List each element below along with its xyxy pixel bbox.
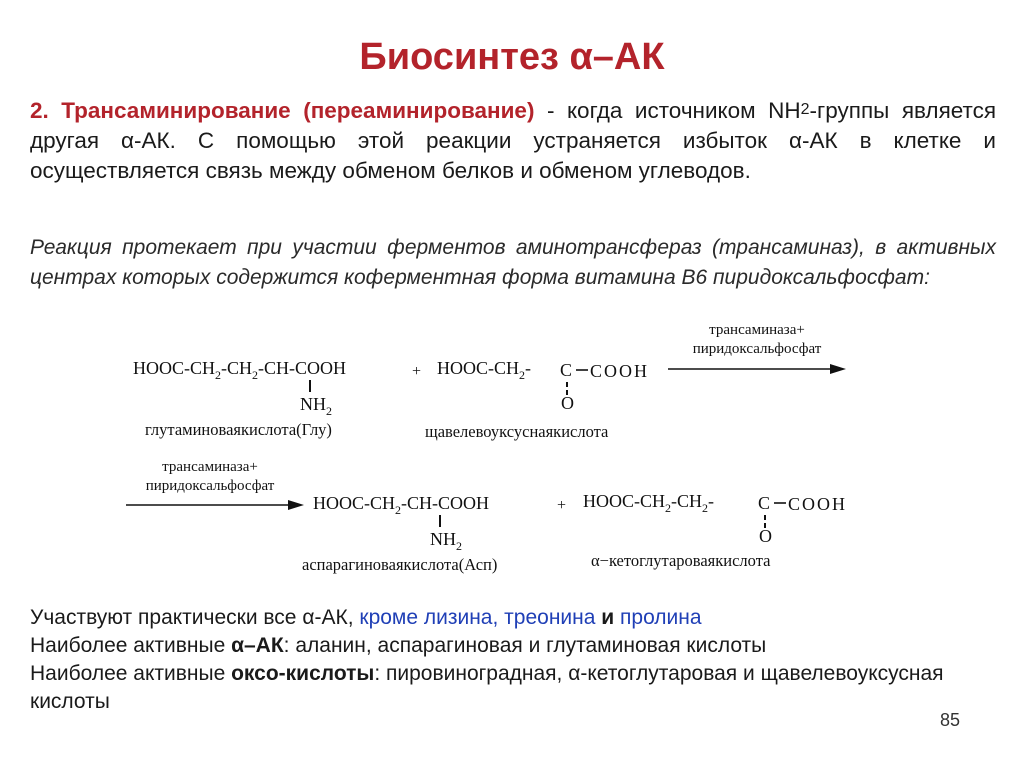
summary-3-text: Наиболее активные	[30, 662, 232, 685]
plus-sign-1: +	[412, 363, 422, 380]
intro-text-b: -группы является другая α-АК. С помощью этой реакции устраняется избыток α-АК в клетке и осуществляется связь между обменом белков и обменом углеводов.	[30, 98, 996, 183]
glutamate-formula: HOOC-$CH_2-CH_2-CH$-COOH	[133, 358, 347, 382]
oxaloacetate-cooh: COOH	[590, 361, 650, 381]
page-number: 85	[939, 710, 960, 730]
ketoglutarate-name: α−кетоглутароваякислота	[591, 551, 771, 570]
summary-line-2	[30, 632, 1000, 660]
slide-title: Биосинтез α–АК	[359, 36, 665, 78]
aspartate-name: аспарагиноваякислота(Асп)	[302, 555, 498, 574]
intro-text-a: - когда источником NH	[534, 98, 801, 123]
summary-2-text: Наиболее активные	[30, 634, 232, 657]
plus-sign-2: +	[557, 497, 567, 514]
glutamate-amine: $NH_2$	[300, 394, 332, 418]
intro-nh-subscript: 2	[800, 101, 810, 118]
summary-block	[30, 604, 1000, 716]
oxaloacetate-formula: HOOC-$CH_2-$	[437, 358, 532, 382]
summary-3-bold: оксо-кислоты	[231, 662, 375, 685]
summary-1-and: и	[595, 606, 621, 629]
glutamate-name: глутаминоваякислота(Глу)	[145, 420, 332, 439]
ketoglutarate-formula: HOOC-$CH_2-CH_2-$	[583, 491, 715, 515]
summary-3-rest: : пировиноградная, α-кетоглутаровая и щавелевоуксусная кислоты	[30, 662, 944, 713]
arrow1-label-cofactor: пиридоксальфосфат	[692, 341, 822, 357]
summary-line-3	[30, 660, 1000, 716]
summary-1-text: Участвуют практически все α-АК,	[30, 606, 360, 629]
summary-2-rest: : аланин, аспарагиновая и глутаминовая кислоты	[283, 634, 767, 657]
aspartate-formula: HOOC-$CH_2-CH$-COOH	[313, 493, 490, 517]
oxaloacetate-name: щавелевоуксуснаякислота	[425, 422, 609, 441]
ketoglutarate-oxygen: O	[759, 526, 772, 546]
section-heading: 2. Трансаминирование (переаминирование)	[30, 98, 535, 123]
oxaloacetate-oxygen: O	[561, 393, 574, 413]
reaction-arrow-1-head	[830, 364, 846, 374]
arrow2-label-cofactor: пиридоксальфосфат	[145, 478, 275, 494]
enzyme-note: Реакция протекает при участии ферментов аминотрансфераз (трансаминаз), в активных центрах которых содержится коферментная форма витамина В6 пиридоксальфосфат:	[30, 236, 996, 289]
arrow2-label-enzyme: трансаминаза+	[162, 459, 258, 475]
aspartate-amine: $NH_2$	[430, 529, 462, 553]
reaction-arrow-2-head	[288, 500, 304, 510]
arrow1-label-enzyme: трансаминаза+	[709, 322, 805, 338]
ketoglutarate-cooh: COOH	[788, 494, 848, 514]
summary-1-exceptions: кроме лизина, треонина	[359, 606, 596, 629]
oxaloacetate-carbon: C	[560, 360, 573, 380]
summary-line-1	[30, 604, 1000, 632]
summary-1-proline: пролина	[620, 606, 702, 629]
ketoglutarate-carbon: C	[758, 493, 771, 513]
summary-2-bold: α–АК	[231, 634, 284, 657]
